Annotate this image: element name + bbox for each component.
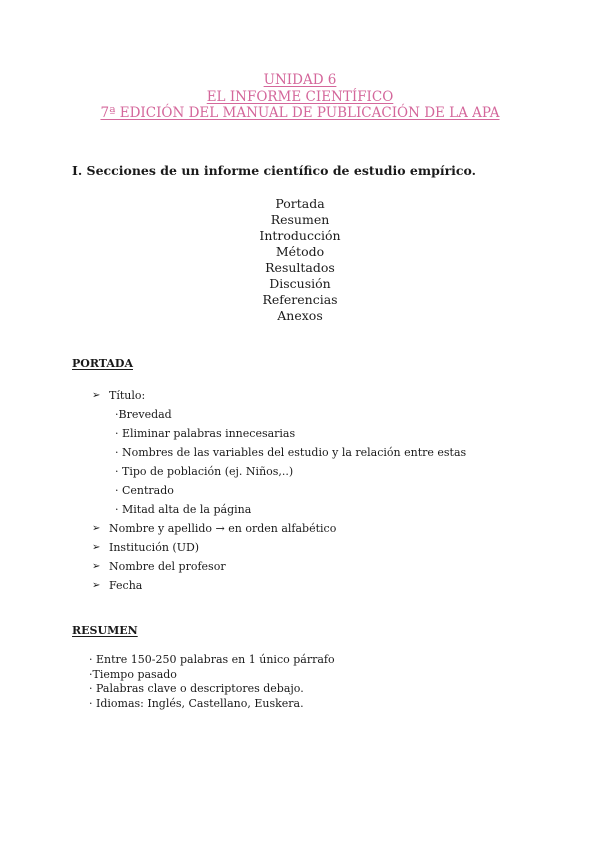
sub-item: ·Brevedad — [115, 408, 172, 421]
section-item: Referencias — [262, 292, 338, 307]
sub-item: · Mitad alta de la página — [115, 503, 252, 516]
arrow-bullet-icon: ➢ — [92, 542, 101, 553]
list-item: · Palabras clave o descriptores debajo. — [89, 682, 304, 696]
section-heading: I. Secciones de un informe científico de estudio empírico. — [72, 163, 476, 178]
list-item-text: Fecha — [109, 579, 143, 592]
sections-list — [0, 196, 600, 324]
list-item — [92, 557, 466, 576]
portada-list — [92, 386, 466, 595]
section-item: Portada — [275, 196, 325, 211]
section-item: Discusión — [269, 276, 331, 291]
sub-item: · Eliminar palabras innecesarias — [115, 427, 296, 440]
resumen-heading: RESUMEN — [72, 624, 138, 637]
list-item-text: Nombre del profesor — [109, 560, 226, 573]
section-item: Anexos — [277, 308, 323, 323]
arrow-bullet-icon: ➢ — [92, 561, 101, 572]
sub-item: · Nombres de las variables del estudio y la relación entre estas — [115, 446, 467, 459]
document-title — [0, 72, 600, 122]
sub-item: · Centrado — [115, 484, 174, 497]
list-item — [92, 519, 466, 538]
list-item-text: Nombre y apellido → en orden alfabético — [109, 522, 337, 535]
portada-heading: PORTADA — [72, 357, 133, 370]
list-item — [92, 538, 466, 557]
title-edition: 7ª EDICIÓN DEL MANUAL DE PUBLICACIÓN DE LA APA — [100, 105, 500, 121]
title-topic: EL INFORME CIENTÍFICO — [206, 88, 394, 105]
arrow-bullet-icon: ➢ — [92, 523, 101, 534]
sub-item: · Tipo de población (ej. Niños,..) — [115, 465, 294, 478]
section-item: Método — [275, 244, 325, 259]
arrow-bullet-icon: ➢ — [92, 580, 101, 591]
arrow-bullet-icon: ➢ — [92, 390, 101, 401]
resumen-list — [89, 653, 335, 711]
titulo-label: Título: — [109, 389, 146, 402]
list-item — [92, 576, 466, 595]
title-unit: UNIDAD 6 — [263, 72, 337, 88]
section-item: Introducción — [259, 228, 341, 243]
list-item: ·Tiempo pasado — [89, 667, 177, 681]
section-item: Resultados — [265, 260, 335, 275]
list-item: · Entre 150-250 palabras en 1 único párrafo — [89, 653, 335, 666]
list-item: · Idiomas: Inglés, Castellano, Euskera. — [89, 696, 304, 710]
list-item — [92, 386, 466, 405]
list-item-text: Institución (UD) — [109, 541, 200, 554]
section-item: Resumen — [270, 212, 330, 227]
